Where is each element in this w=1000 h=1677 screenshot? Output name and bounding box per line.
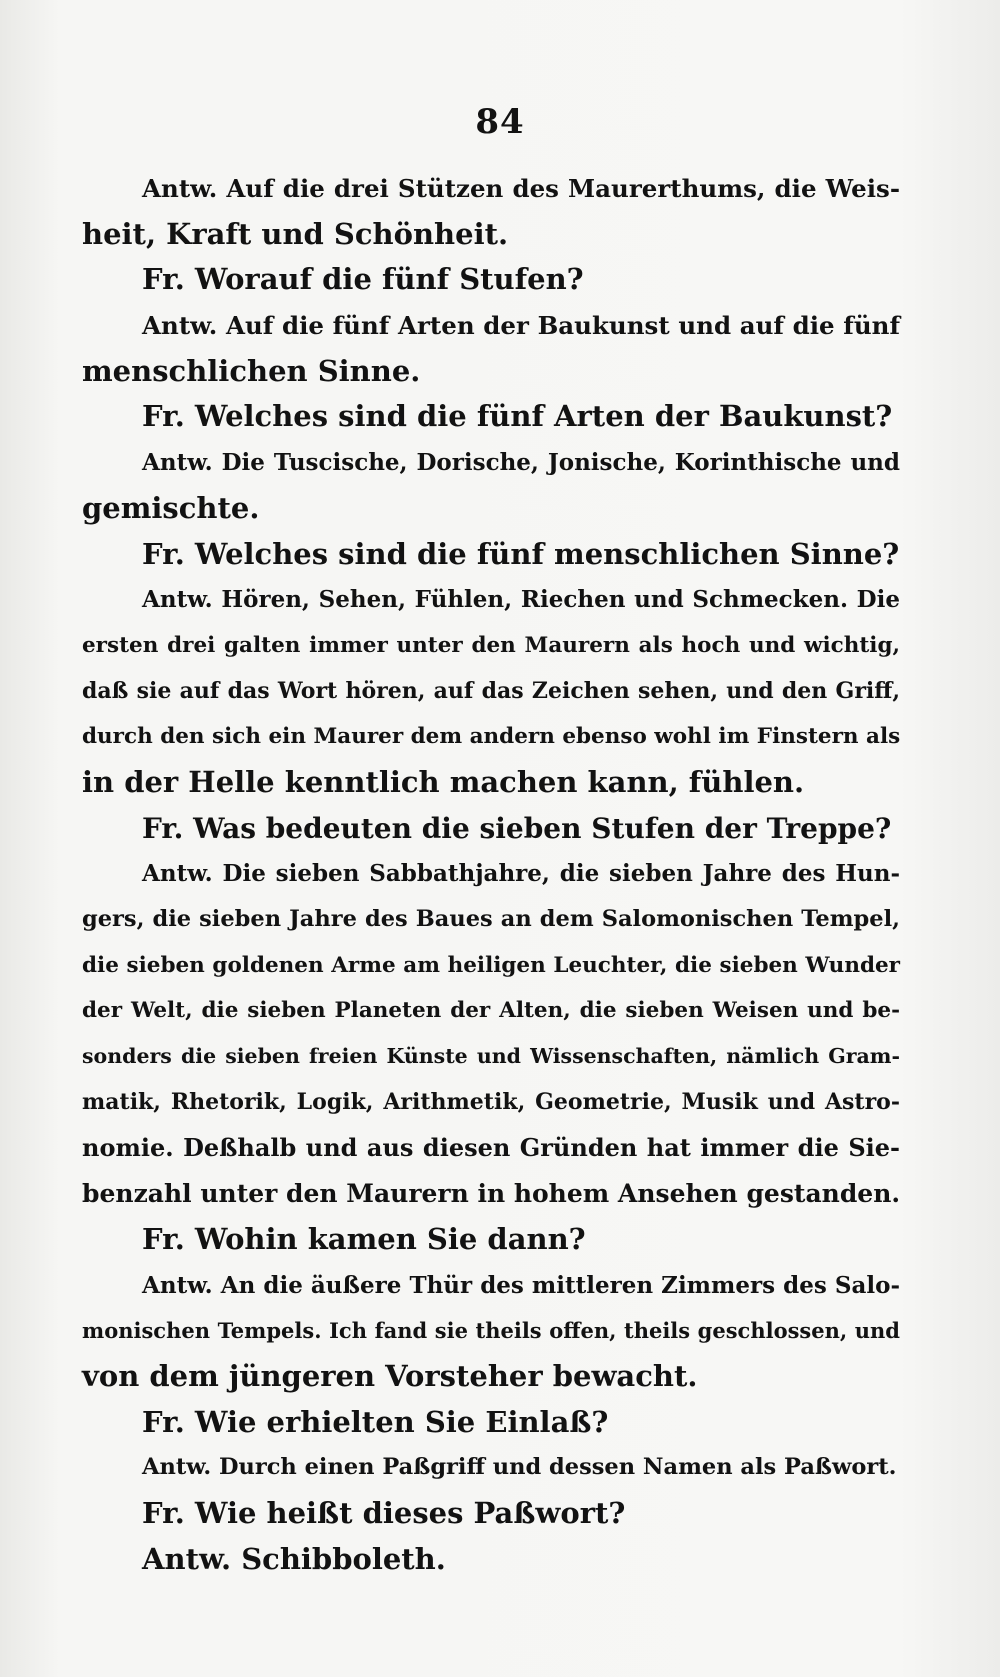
text-line: monischen Tempels. Ich fand sie theils offen, theils geschlossen, und — [82, 1318, 900, 1344]
text-line: Antw. Hören, Sehen, Fühlen, Riechen und Schmecken. Die — [142, 586, 900, 614]
text-line: sonders die sieben freien Künste und Wissenschaften, nämlich Gram- — [82, 1044, 900, 1069]
text-line: von dem jüngeren Vorsteher bewacht. — [82, 1358, 698, 1393]
text-line: matik, Rhetorik, Logik, Arithmetik, Geometrie, Musik und Astro- — [82, 1088, 900, 1115]
text-line: Antw. Auf die fünf Arten der Baukunst und auf die fünf — [142, 311, 900, 341]
text-line: der Welt, die sieben Planeten der Alten, die sieben Weisen und be- — [82, 998, 900, 1024]
text-line: die sieben goldenen Arme am heiligen Leuchter, die sieben Wunder — [82, 952, 900, 978]
text-line: gers, die sieben Jahre des Baues an dem Salomonischen Tempel, — [82, 906, 900, 932]
text-line: Fr. Wie heißt dieses Paßwort? — [142, 1495, 626, 1530]
text-line: Fr. Welches sind die fünf menschlichen Sinne? — [142, 536, 900, 571]
body-text — [82, 166, 900, 1582]
text-line: nomie. Deßhalb und aus diesen Gründen hat immer die Sie- — [82, 1133, 900, 1163]
text-line: gemischte. — [82, 490, 260, 525]
text-line: Fr. Worauf die fünf Stufen? — [142, 262, 584, 297]
text-line: Fr. Wohin kamen Sie dann? — [142, 1221, 586, 1256]
text-line: Fr. Wie erhielten Sie Einlaß? — [142, 1404, 609, 1439]
text-line: in der Helle kenntlich machen kann, fühlen. — [82, 764, 805, 799]
text-line: heit, Kraft und Schönheit. — [82, 216, 509, 251]
text-line: Antw. An die äußere Thür des mittleren Zimmers des Salo- — [142, 1271, 900, 1299]
page-number: 84 — [475, 102, 525, 142]
text-line: menschlichen Sinne. — [82, 353, 421, 388]
text-line: benzahl unter den Maurern in hohem Ansehen gestanden. — [82, 1179, 901, 1209]
text-line: Antw. Auf die drei Stützen des Maurerthums, die Weis- — [142, 174, 900, 203]
text-line: Antw. Die sieben Sabbathjahre, die sieben Jahre des Hun- — [142, 860, 900, 888]
text-line: Antw. Schibboleth. — [142, 1541, 446, 1576]
text-line: Fr. Welches sind die fünf Arten der Baukunst? — [142, 399, 893, 434]
text-line: Fr. Was bedeuten die sieben Stufen der Treppe? — [142, 811, 892, 845]
text-line: Antw. Die Tuscische, Dorische, Jonische, Korinthische und — [142, 449, 900, 477]
text-line: ersten drei galten immer unter den Maurern als hoch und wichtig, — [82, 632, 900, 658]
text-line: durch den sich ein Maurer dem andern ebenso wohl im Finstern als — [82, 724, 901, 750]
text-line: Antw. Durch einen Paßgriff und dessen Namen als Paßwort. — [142, 1454, 897, 1481]
text-line: daß sie auf das Wort hören, auf das Zeichen sehen, und den Griff, — [82, 677, 900, 704]
